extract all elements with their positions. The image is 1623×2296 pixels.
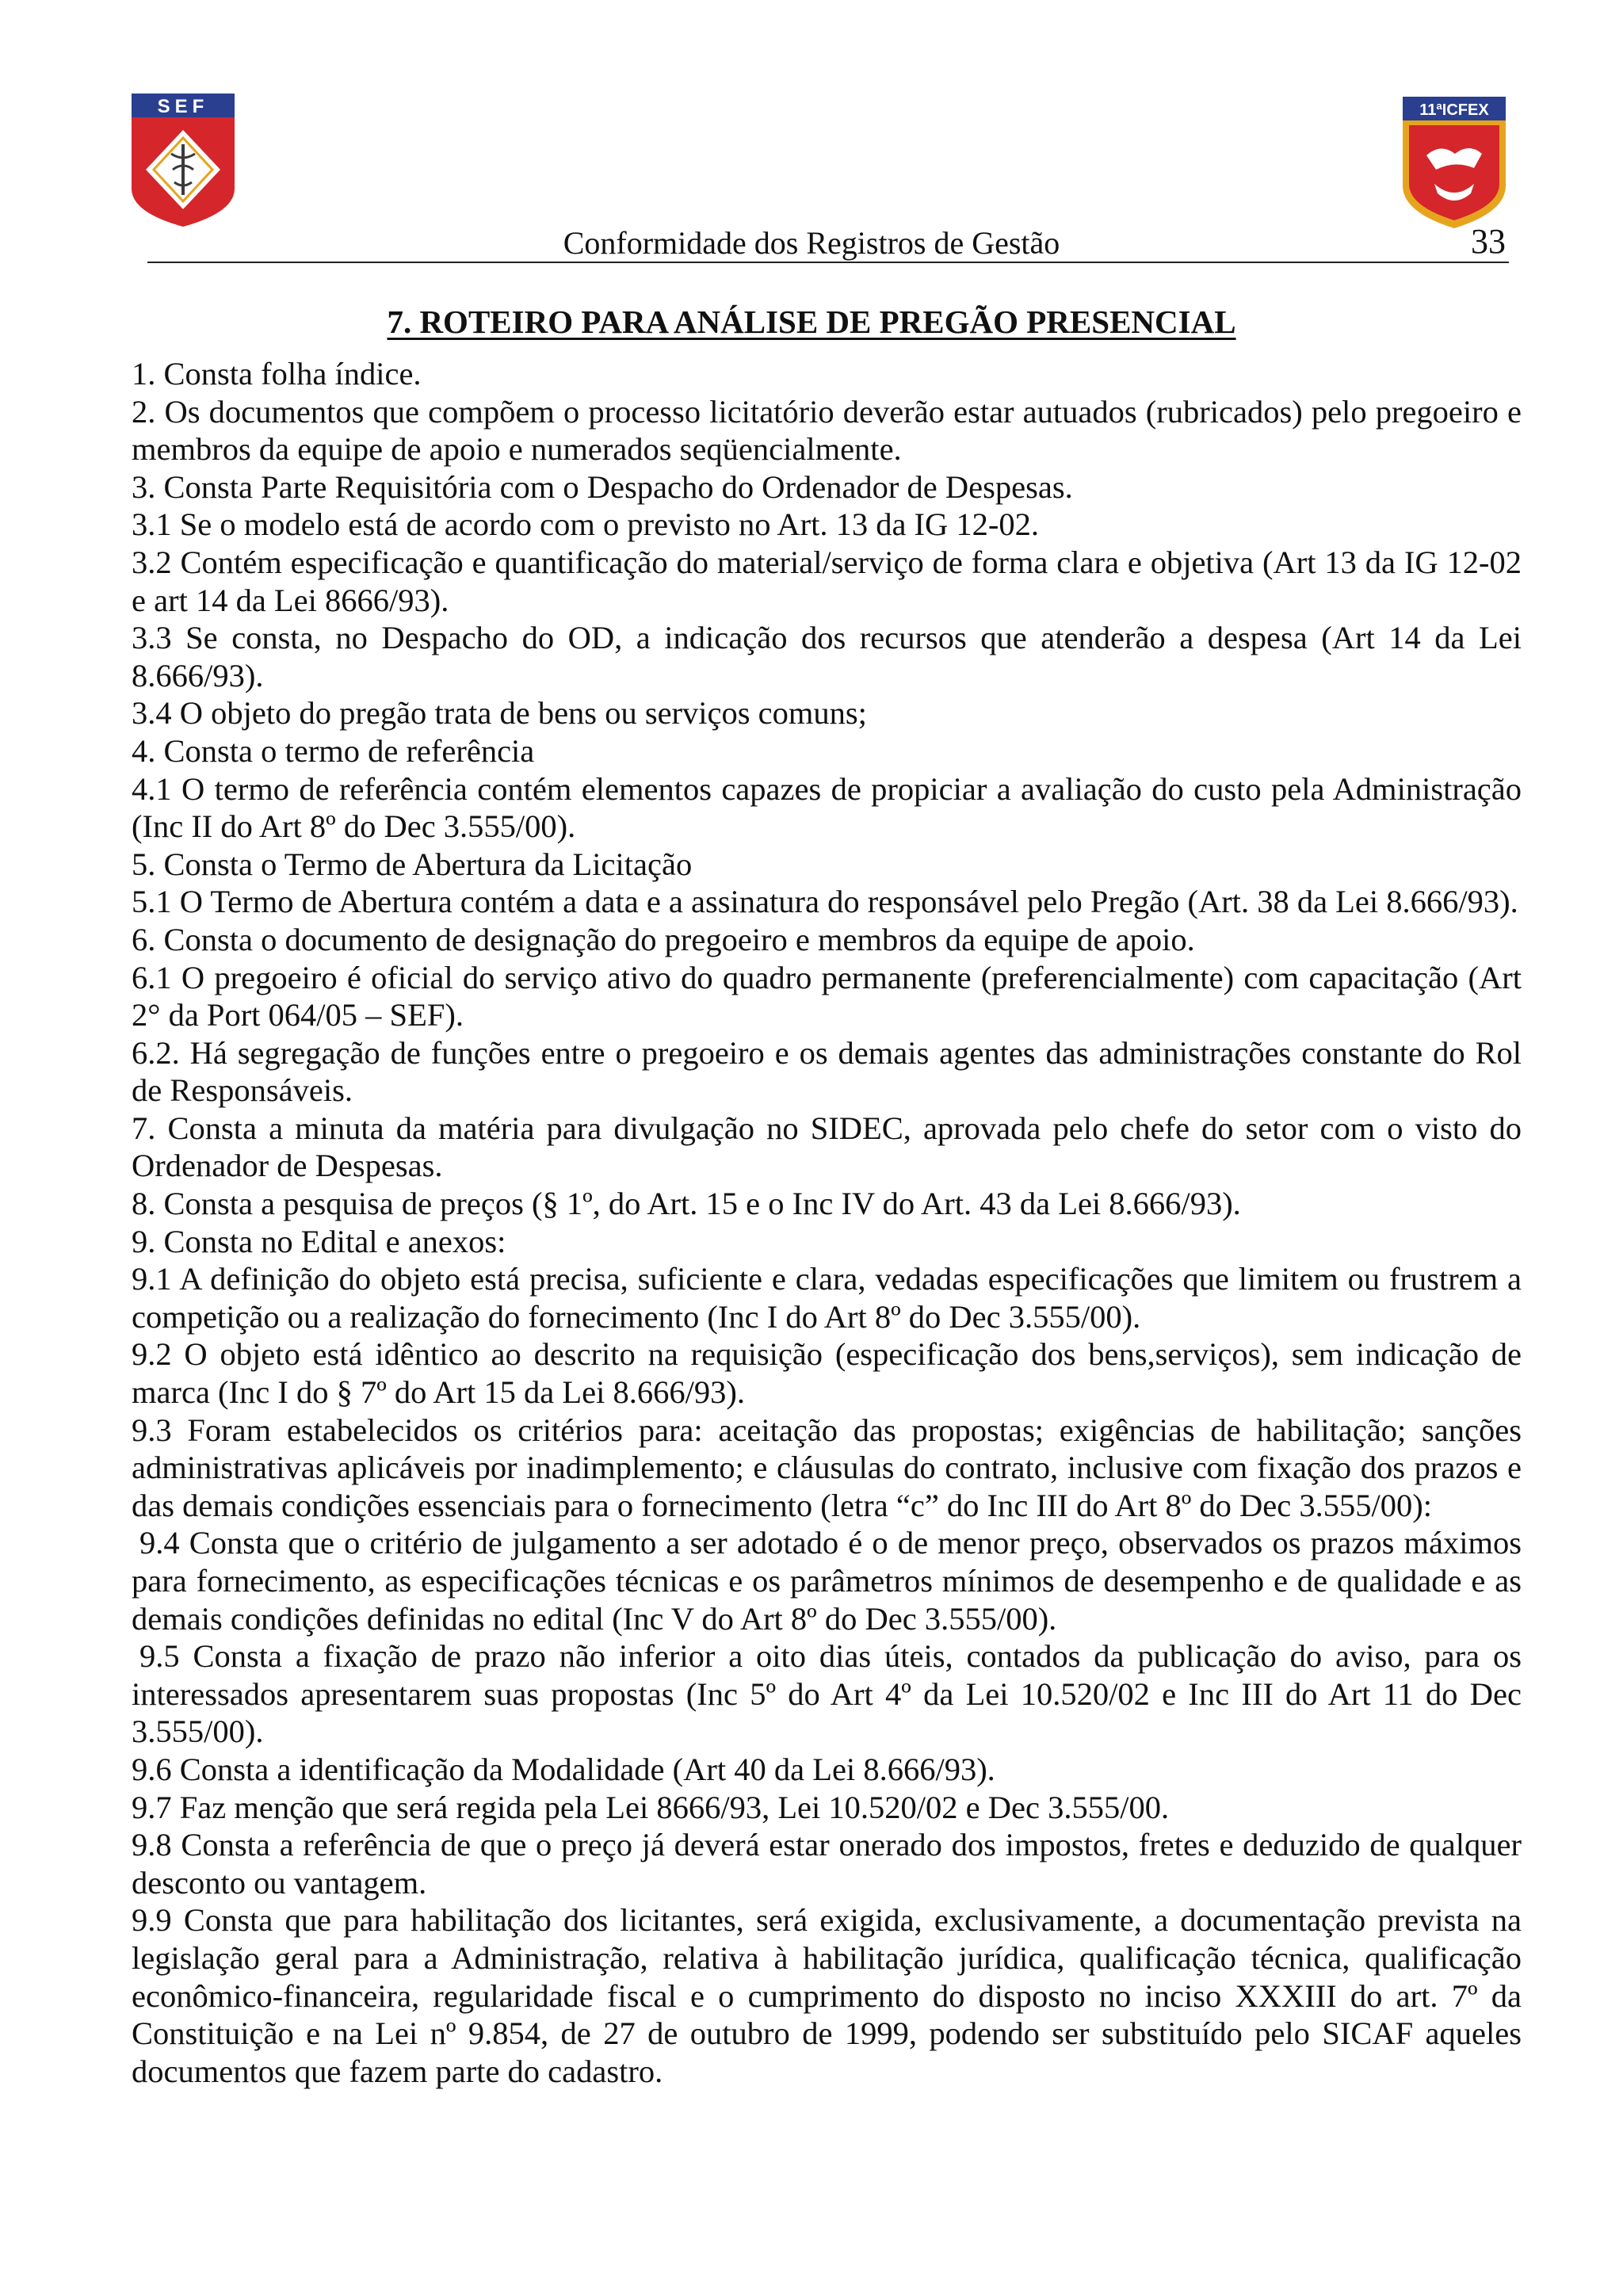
checklist-item: 3.2 Contém especificação e quantificação do material/serviço de forma clara e objetiva (Art 13 da IG 12-02 e art 14 da Lei 8666/93). <box>132 544 1522 618</box>
checklist-item: 1. Consta folha índice. <box>132 356 422 392</box>
checklist-item: 9.2 O objeto está idêntico ao descrito na requisição (especificação dos bens,serviços), sem indicação de marca (Inc I do § 7º do Art 15 da Lei 8.666/93). <box>132 1336 1522 1411</box>
checklist-item: 3. Consta Parte Requisitória com o Despacho do Ordenador de Despesas. <box>132 468 1073 505</box>
checklist-item: 9.3 Foram estabelecidos os critérios para: aceitação das propostas; exigências de habilitação; sanções administrativas aplicáveis por inadimplemento; e cláusulas do contrato, inclusive com fixação dos prazos e das demais condições essenciais para o fornecimento (letra “c” do Inc III do Art 8º do Dec 3.555/00): <box>132 1412 1522 1523</box>
checklist-item: 9.1 A definição do objeto está precisa, suficiente e clara, vedadas especificações que limitem ou frustrem a competição ou a realização do fornecimento (Inc I do Art 8º do Dec 3.555/00). <box>132 1261 1522 1335</box>
logo-right-label: 11ªICFEX <box>1419 101 1489 119</box>
section-title: 7. ROTEIRO PARA ANÁLISE DE PREGÃO PRESENCIAL <box>387 304 1236 340</box>
sef-shield-logo <box>132 94 235 227</box>
checklist-item: 9.5 Consta a fixação de prazo não inferior a oito dias úteis, contados da publicação do aviso, para os interessados apresentarem suas propostas (Inc 5º do Art 4º da Lei 10.520/02 e Inc III do Art 11 do Dec 3.555/00). <box>132 1638 1522 1750</box>
checklist-item: 7. Consta a minuta da matéria para divulgação no SIDEC, aprovada pelo chefe do setor com o visto do Ordenador de Despesas. <box>132 1110 1522 1184</box>
checklist-item: 9.7 Faz menção que será regida pela Lei 8666/93, Lei 10.520/02 e Dec 3.555/00. <box>132 1789 1170 1825</box>
checklist-item: 6.2. Há segregação de funções entre o pregoeiro e os demais agentes das administrações constante do Rol de Responsáveis. <box>132 1034 1522 1109</box>
checklist-item: 2. Os documentos que compõem o processo licitatório deverão estar autuados (rubricados) pelo pregoeiro e membros da equipe de apoio e numerados seqüencialmente. <box>132 393 1522 468</box>
checklist-item: 8. Consta a pesquisa de preços (§ 1º, do Art. 15 e o Inc IV do Art. 43 da Lei 8.666/93). <box>132 1186 1241 1222</box>
checklist-item: 3.3 Se consta, no Despacho do OD, a indicação dos recursos que atenderão a despesa (Art 14 da Lei 8.666/93). <box>132 620 1522 693</box>
checklist-item: 9. Consta no Edital e anexos: <box>132 1223 506 1259</box>
checklist-item: 6.1 O pregoeiro é oficial do serviço ativo do quadro permanente (preferencialmente) com capacitação (Art 2° da Port 064/05 – SEF). <box>132 959 1522 1033</box>
icfex-shield-logo <box>1403 97 1506 228</box>
checklist-item: 4.1 O termo de referência contém elementos capazes de propiciar a avaliação do custo pela Administração (Inc II do Art 8º do Dec 3.555/00). <box>132 770 1522 845</box>
checklist-body <box>132 355 1522 2090</box>
checklist-item: 5.1 O Termo de Abertura contém a data e a assinatura do responsável pelo Pregão (Art. 38 da Lei 8.666/93). <box>132 884 1518 920</box>
checklist-item: 3.4 O objeto do pregão trata de bens ou serviços comuns; <box>132 695 867 732</box>
checklist-item: 5. Consta o Termo de Abertura da Licitação <box>132 846 693 882</box>
page-number: 33 <box>1471 222 1506 261</box>
checklist-item: 9.8 Consta a referência de que o preço já deverá estar onerado dos impostos, fretes e deduzido de qualquer desconto ou vantagem. <box>132 1827 1522 1901</box>
checklist-item: 4. Consta o termo de referência <box>132 732 535 769</box>
running-header-title: Conformidade dos Registros de Gestão <box>563 225 1060 261</box>
checklist-item: 9.9 Consta que para habilitação dos licitantes, será exigida, exclusivamente, a documentação prevista na legislação geral para a Administração, relativa à habilitação jurídica, qualificação técnica, qualificação econômico-financeira, regularidade fiscal e o cumprimento do disposto no inciso XXXIII do art. 7º da Constituição e na Lei nº 9.854, de 27 de outubro de 1999, podendo ser substituído pelo SICAF aqueles documentos que fazem parte do cadastro. <box>132 1902 1522 2089</box>
logo-left-label: SEF <box>157 96 209 117</box>
checklist-item: 6. Consta o documento de designação do pregoeiro e membros da equipe de apoio. <box>132 921 1195 957</box>
header-rule <box>147 262 1509 263</box>
checklist-item: 9.6 Consta a identificação da Modalidade (Art 40 da Lei 8.666/93). <box>132 1751 995 1787</box>
checklist-item: 9.4 Consta que o critério de julgamento a ser adotado é o de menor preço, observados os prazos máximos para fornecimento, as especificações técnicas e os parâmetros mínimos de desempenho e de qualidade e as demais condições definidas no edital (Inc V do Art 8º do Dec 3.555/00). <box>132 1525 1522 1637</box>
checklist-item: 3.1 Se o modelo está de acordo com o previsto no Art. 13 da IG 12-02. <box>132 506 1040 543</box>
